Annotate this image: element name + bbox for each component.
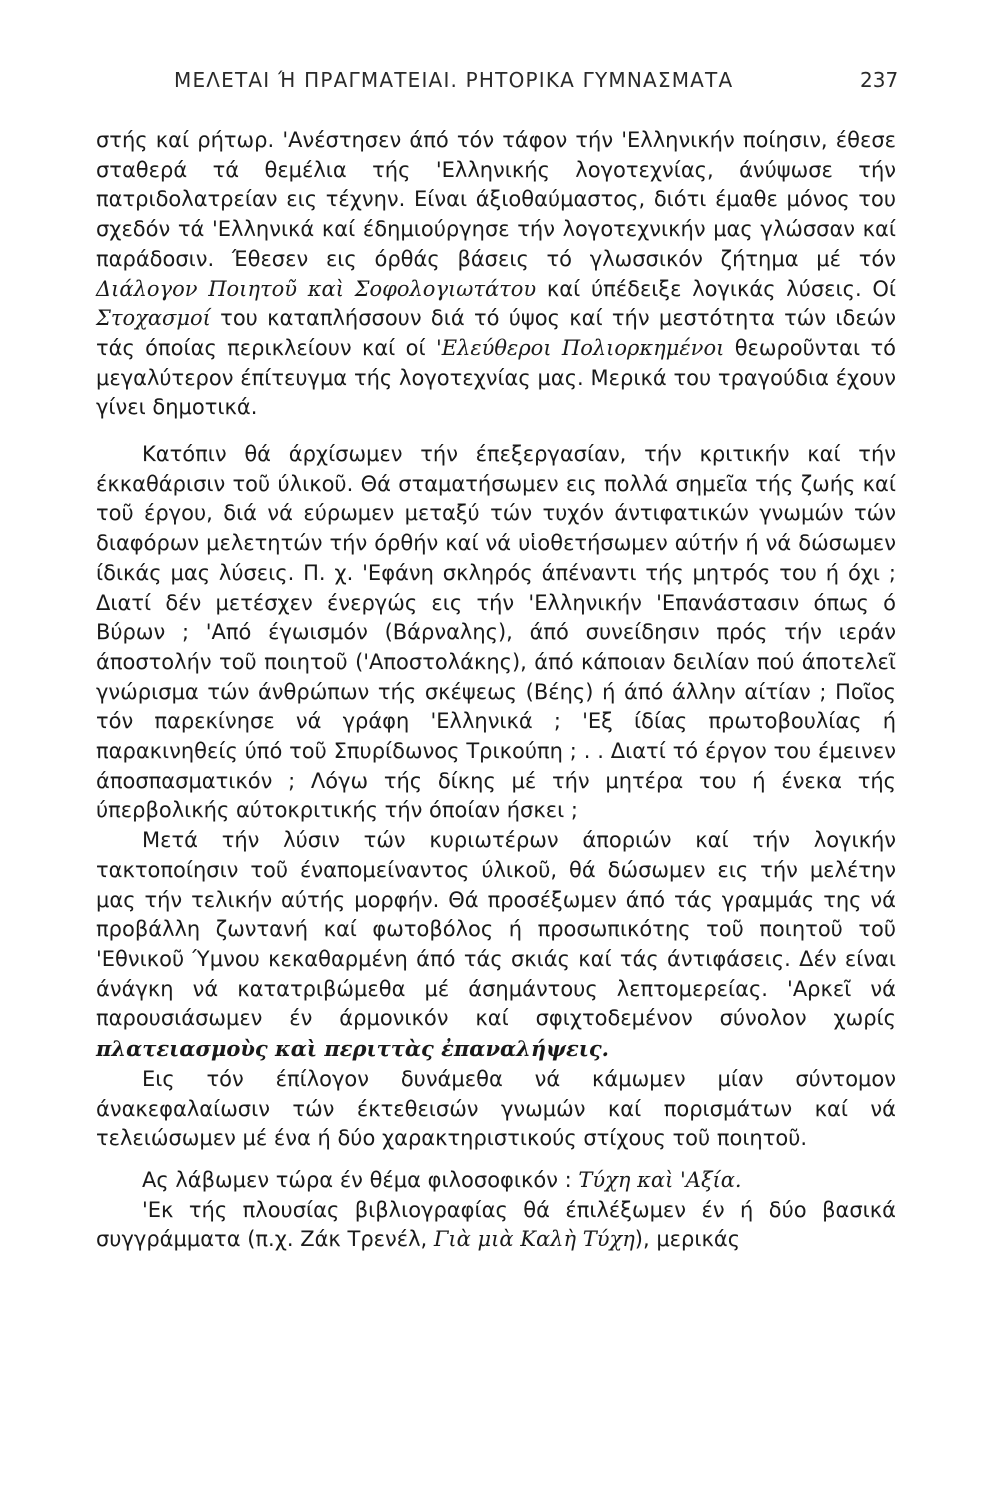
running-head: ΜΕΛΕΤΑΙ Ή ΠΡΑΓΜΑΤΕΙΑΙ. ΡΗΤΟΡΙΚΑ ΓΥΜΝΑΣΜΑΤΑ xyxy=(174,68,734,92)
text-run: 'Εκ τής πλουσίας βιβλιογραφίας θά έπιλέξωμεν έν ή δύο βασικά συγγράμματα (π.χ. Ζάκ Τρενέλ, xyxy=(96,1197,896,1252)
paragraph-4 xyxy=(96,1065,896,1154)
italic-title-eleftheroi: 'Ελεύθεροι Πολιορκημένοι xyxy=(435,335,725,360)
italic-title-dialogue: Διάλογον Ποιητοῦ καὶ Σοφολογιωτάτου xyxy=(96,276,537,301)
italic-topic: Τύχη καὶ 'Αξία. xyxy=(578,1167,742,1192)
paragraph-1 xyxy=(96,126,896,423)
italic-title-stochasmoi: Στοχασμοί xyxy=(96,306,211,331)
italic-book-title: Γιὰ μιὰ Καλὴ Τύχη xyxy=(433,1227,635,1252)
text-run: Μετά τήν λύσιν τών κυριωτέρων άποριών καί τήν λογικήν τακτοποίησιν τοῦ έναπομείναντος ύλικοῦ, θά δώσωμεν εις τήν μελέτην μας τήν τελικήν αύτής μορφήν. Θά προσέξωμεν άπό τάς γραμμάς της νά προβάλλη ζωντανή καί φωτοβόλος ή προσωπικότης τοῦ ποιητοῦ τοῦ 'Εθνικοῦ Ύμνου κεκαθαρμένη άπό τάς σκιάς καί τάς άντιφάσεις. Δέν είναι άνάγκη νά κατατριβώμεθα μέ άσημάντους λεπτομερείας. 'Αρκεῖ νά παρουσιάσωμεν έν άρμονικόν καί σφιχτοδεμένον σύνολον χωρίς xyxy=(96,828,896,1031)
body-text xyxy=(96,126,896,1255)
text-run: Εις τόν έπίλογον δυνάμεθα νά κάμωμεν μίαν σύντομον άνακεφαλαίωσιν τών έκτεθεισών γνωμών καί πορισμάτων καί νά τελειώσωμεν μέ ένα ή δύο χαρακτηριστικούς στίχους τοῦ ποιητοῦ. xyxy=(96,1066,896,1151)
bold-italic-phrase: πλατειασμοὺς καὶ περιττὰς ἐπαναλήψεις. xyxy=(96,1036,609,1062)
paragraph-3 xyxy=(96,826,896,1065)
text-run: θεωροῦνται τό μεγαλύτερον έπίτευγμα τής λογοτεχνίας μας. Μερικά του τραγούδια έχουν γίνει δημοτικά. xyxy=(96,335,896,420)
paragraph-5 xyxy=(96,1166,896,1196)
text-run: καί ύπέδειξε λογικάς λύσεις. Οί xyxy=(536,276,896,301)
paragraph-2 xyxy=(96,440,896,826)
text-run: του καταπλήσσουν διά τό ύψος καί τήν μεστότητα τών ιδεών τάς όποίας περικλείουν καί οί xyxy=(96,306,896,360)
text-run: ), μερικάς xyxy=(634,1227,741,1252)
text-run: Κατόπιν θά άρχίσωμεν τήν έπεξεργασίαν, τήν κριτικήν καί τήν έκκαθάρισιν τοῦ ύλικοῦ. Θά σταματήσωμεν εις πολλά σημεῖα τής ζωής καί τοῦ έργου, διά νά εύρωμεν μεταξύ τών τυχόν άντιφατικών γνωμών τών διαφόρων μελετητών τήν όρθήν καί νά υἱοθετήσωμεν αύτήν ή νά δώσωμεν ίδικάς μας λύσεις. Π. χ. 'Εφάνη σκληρός άπέναντι τής μητρός του ή όχι ; Διατί δέν μετέσχεν ένεργώς εις τήν 'Ελληνικήν 'Επανάστασιν όπως ό Βύρων ; 'Από έγωισμόν (Βάρναλης), άπό συνείδησιν πρός τήν ιεράν άποστολήν τοῦ ποιητοῦ ('Αποστολάκης), άπό κάποιαν δειλίαν πού άποτελεῖ γνώρισμα τών άνθρώπων τής σκέψεως (Βέης) ή άπό άλλην αίτίαν ; Ποῖος τόν παρεκίνησε νά γράφη 'Ελληνικά ; 'Εξ ίδίας πρωτοβουλίας ή παρακινηθείς ύπό τοῦ Σπυρίδωνος Τρικούπη ; . . Διατί τό έργον του έμεινεν άποσπασματικόν ; Λόγω τής δίκης μέ τήν μητέρα του ή ένεκα τής ύπερβολικής αύτοκριτικής τήν όποίαν ήσκει ; xyxy=(96,442,896,823)
text-run: στής καί ρήτωρ. 'Ανέστησεν άπό τόν τάφον τήν 'Ελληνικήν ποίησιν, έθεσε σταθερά τά θεμέλια τής 'Ελληνικής λογοτεχνίας, άνύψωσε τήν πατριδολατρείαν εις τέχνην. Είναι άξιοθαύμαστος, διότι έμαθε μόνος του σχεδόν τά 'Ελληνικά καί έδημιούργησε τήν λογοτεχνικήν μας γλώσσαν καί παράδοσιν. Έθεσεν εις όρθάς βάσεις τό γλωσσικόν ζήτημα μέ τόν xyxy=(96,128,896,271)
page-number: 237 xyxy=(860,68,899,92)
paragraph-6 xyxy=(96,1196,896,1255)
text-run: Ας λάβωμεν τώρα έν θέμα φιλοσοφικόν : xyxy=(142,1167,579,1192)
